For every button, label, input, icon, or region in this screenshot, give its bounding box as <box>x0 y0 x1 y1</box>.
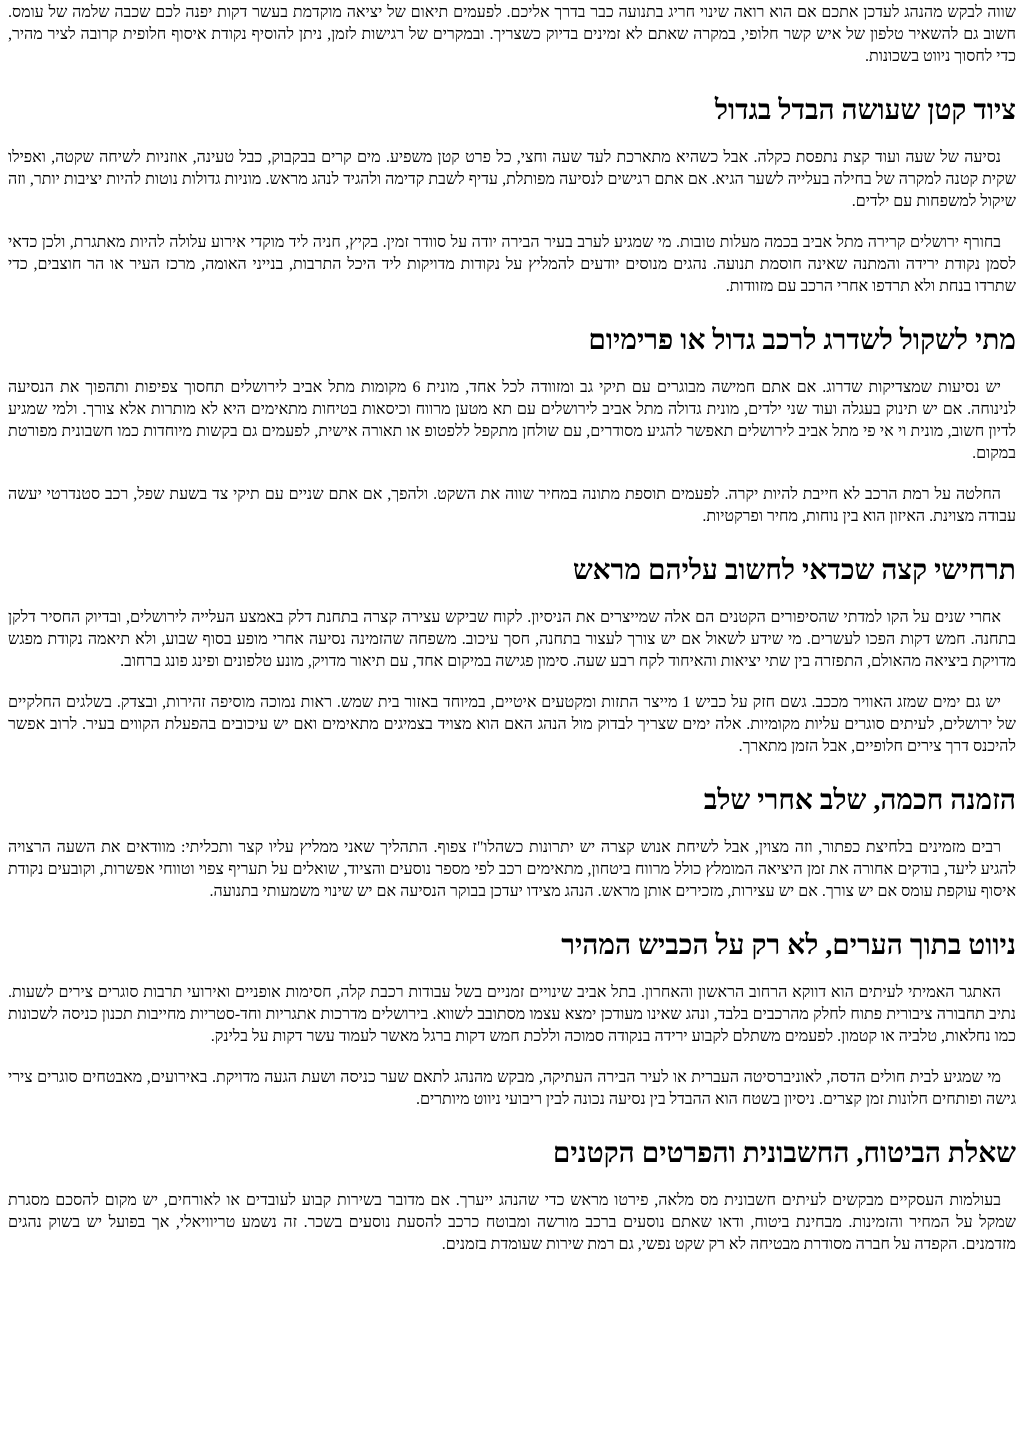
section-heading: ניווט בתוך הערים, לא רק על הכביש המהיר <box>561 930 1016 961</box>
intro-paragraph: שווה לבקש מהנהג לעדכן אתכם אם הוא רואה שינוי חריג בתנועה כבר בדרך אליכם. לפעמים תיאום של יציאה מוקדמת בעשר דקות יפנה לכם שכבה שלמה של עומס. חשוב גם להשאיר טלפון של איש קשר חלופי, במקרה שאתם לא זמינים בדיוק כשצריך. ובמקרים של רגישות לזמן, ניתן להוסיף נקודת איסוף חלופית קרובה לציר מהיר, כדי לחסוך ניווט בשכונות. <box>8 4 1016 65</box>
section-smart-booking <box>8 784 1016 903</box>
section-heading: מתי לשקול לשדרג לרכב גדול או פרימיום <box>588 325 1016 356</box>
section-heading: ציוד קטן שעושה הבדל בגדול <box>714 95 1016 126</box>
paragraph: אחרי שנים על הקו למדתי שהסיפורים הקטנים הם אלה שמייצרים את הניסיון. לקוח שביקש עצירה קצרה בתחנת דלק באמצע העלייה לירושלים, ובדיוק החסיר דלקן בתחנה. חמש דקות הפכו לעשרים. מי שידע לשאול אם יש צורך לעצור בתחנה, חסך עיכוב. משפחה שהזמינה נסיעה אחרי מופע בסוף שבוע, ולא תיאמה נקודת מפגש מדויקת ביציאה מהאולם, התפזרה בין שתי יציאות והאיחוד לקח רבע שעה. סימון פגישה במיקום אחד, עם תיאור מדויק, מונע טלפונים ופינג פונג ברחוב. <box>8 609 1016 670</box>
paragraph: יש גם ימים שמזג האוויר מככב. גשם חזק על כביש 1 מייצר התזות ומקטעים איטיים, במיוחד באזור בית שמש. ראות נמוכה מוסיפה זהירות, ובצדק. בשלגים החלקיים של ירושלים, לעיתים סוגרים עליות מקומיות. אלה ימים שצריך לבדוק מול הנהג האם הוא מצויד בצמיגים מתאימים ואם יש עיכובים בהפעלת הקווים בעיר. לרוב אפשר להיכנס דרך צירים חלופיים, אבל הזמן מתארך. <box>8 694 1016 755</box>
section-small-gear <box>8 94 1016 298</box>
section-upgrade-vehicle <box>8 324 1016 528</box>
section-heading: תרחישי קצה שכדאי לחשוב עליהם מראש <box>572 555 1016 586</box>
paragraph: האתגר האמיתי לעיתים הוא דווקא הרחוב הראשון והאחרון. בתל אביב שינויים זמניים בשל עבודות רכבת קלה, חסימות אופניים ואירועי תרבות סוגרים צירים לשעות. נתיב תחבורה ציבורית פתוח לחלק מהרכבים בלבד, ונהג שאינו מעודכן ימצא עצמו מסתובב לשווא. בירושלים מדרכות אתגריות וחד-סטריות מחייבות תכנון כניסה לשכונות כמו נחלאות, טלביה או קטמון. לפעמים משתלם לקבוע ירידה בנקודה סמוכה וללכת חמש דקות ברגל מאשר לעמוד עשר דקות על בלינק. <box>8 984 1016 1045</box>
paragraph: בחורף ירושלים קרירה מתל אביב בכמה מעלות טובות. מי שמגיע לערב בעיר הבירה יודה על סוודר זמין. בקיץ, חניה ליד מוקדי אירוע עלולה להיות מאתגרת, ולכן כדאי לסמן נקודת ירידה והמתנה שאינה חוסמת תנועה. נהגים מנוסים יודעים להמליץ על נקודות מדויקות ליד היכל התרבות, בנייני האומה, מרכז העיר או הר חוצבים, כדי שתרדו בנחת ולא תרדפו אחרי הרכב עם מזוודות. <box>8 234 1016 295</box>
paragraph: יש נסיעות שמצדיקות שדרוג. אם אתם חמישה מבוגרים עם תיקי גב ומזוודה לכל אחד, מונית 6 מקומות מתל אביב לירושלים תחסוך צפיפות ותהפוך את הנסיעה לנינוחה. אם יש תינוק בעגלה ועוד שני ילדים, מונית גדולה מתל אביב לירושלים עם תא מטען מרווח וכיסאות בטיחות מתאימים היא לא מותרות אלא צורך. ולמי שמגיע לדיון חשוב, מונית וי אי פי מתל אביב לירושלים תאפשר להגיע מסודרים, עם שולחן מתקפל ללפטופ או תאורה אישית, לפעמים גם בקשות מיוחדות כמו חשבונית מפורטת במקום. <box>8 379 1016 462</box>
paragraph: בעולמות העסקיים מבקשים לעיתים חשבונית מס מלאה, פירטו מראש כדי שהנהג ייערך. אם מדובר בשירות קבוע לעובדים או לאורחים, יש מקום להסכם מסגרת שמקל על המחיר והזמינות. מבחינת ביטוח, ודאו שאתם נוסעים ברכב מורשה ומבוטח כרכב להסעת נוסעים בשכר. זה נשמע טריוויאלי, אך בפועל יש בשוק נהגים מזדמנים. הקפדה על חברה מסודרת מבטיחה לא רק שקט נפשי, גם רמת שירות שעומדת בזמנים. <box>8 1192 1016 1253</box>
paragraph: מי שמגיע לבית חולים הדסה, לאוניברסיטה העברית או לעיר הבירה העתיקה, מבקש מהנהג לתאם שער כניסה ושעת הגעה מדויקת. באירועים, מאבטחים סוגרים צירי גישה ופותחים חלונות זמן קצרים. ניסיון בשטח הוא ההבדל בין נסיעה נכונה לבין ריבועי ניווט מיותרים. <box>8 1069 1016 1108</box>
section-heading: שאלת הביטוח, החשבונית והפרטים הקטנים <box>552 1138 1016 1169</box>
section-edge-cases <box>8 554 1016 758</box>
paragraph: רבים מזמינים בלחיצת כפתור, וזה מצוין, אבל לשיחת אנוש קצרה יש יתרונות כשהלו"ז צפוף. התהליך שאני ממליץ עליו קצר ותכליתי: מוודאים את השעה הרצויה להגיע ליעד, בודקים אחורה את זמן היציאה המומלץ כולל מרווח ביטחון, מתאימים רכב לפי מספר נוסעים והציוד, שואלים על תעריף צפוי וטווחי אפשרות, וקובעים נקודת איסוף עוקפת עומס אם יש צורך. אם יש עצירות, מזכירים אותן מראש. הנהג מצידו יעדכן בבוקר הנסיעה אם יש שינוי משמעותי בתנועה. <box>8 839 1016 900</box>
section-city-navigation <box>8 929 1016 1111</box>
paragraph: נסיעה של שעה ועוד קצת נתפסת כקלה. אבל כשהיא מתארכת לעד שעה וחצי, כל פרט קטן משפיע. מים קרים בבקבוק, כבל טעינה, אוזניות לשיחה שקטה, ואפילו שקית קטנה למקרה של בחילה בעלייה לשער הגיא. אם אתם רגישים לנסיעה מפותלת, עדיף לשבת קדימה ולהגיד לנהג מראש. מוניות גדולות נוטות להיות יציבות יותר, וזה שיקול למשפחות עם ילדים. <box>8 149 1016 210</box>
section-heading: הזמנה חכמה, שלב אחרי שלב <box>703 785 1016 816</box>
paragraph: החלטה על רמת הרכב לא חייבת להיות יקרה. לפעמים תוספת מתונה במחיר שווה את השקט. ולהפך, אם אתם שניים עם תיקי צד בשעת שפל, רכב סטנדרטי יעשה עבודה מצוינת. האיזון הוא בין נוחות, מחיר ופרקטיות. <box>8 486 1016 525</box>
section-insurance-details <box>8 1137 1016 1256</box>
